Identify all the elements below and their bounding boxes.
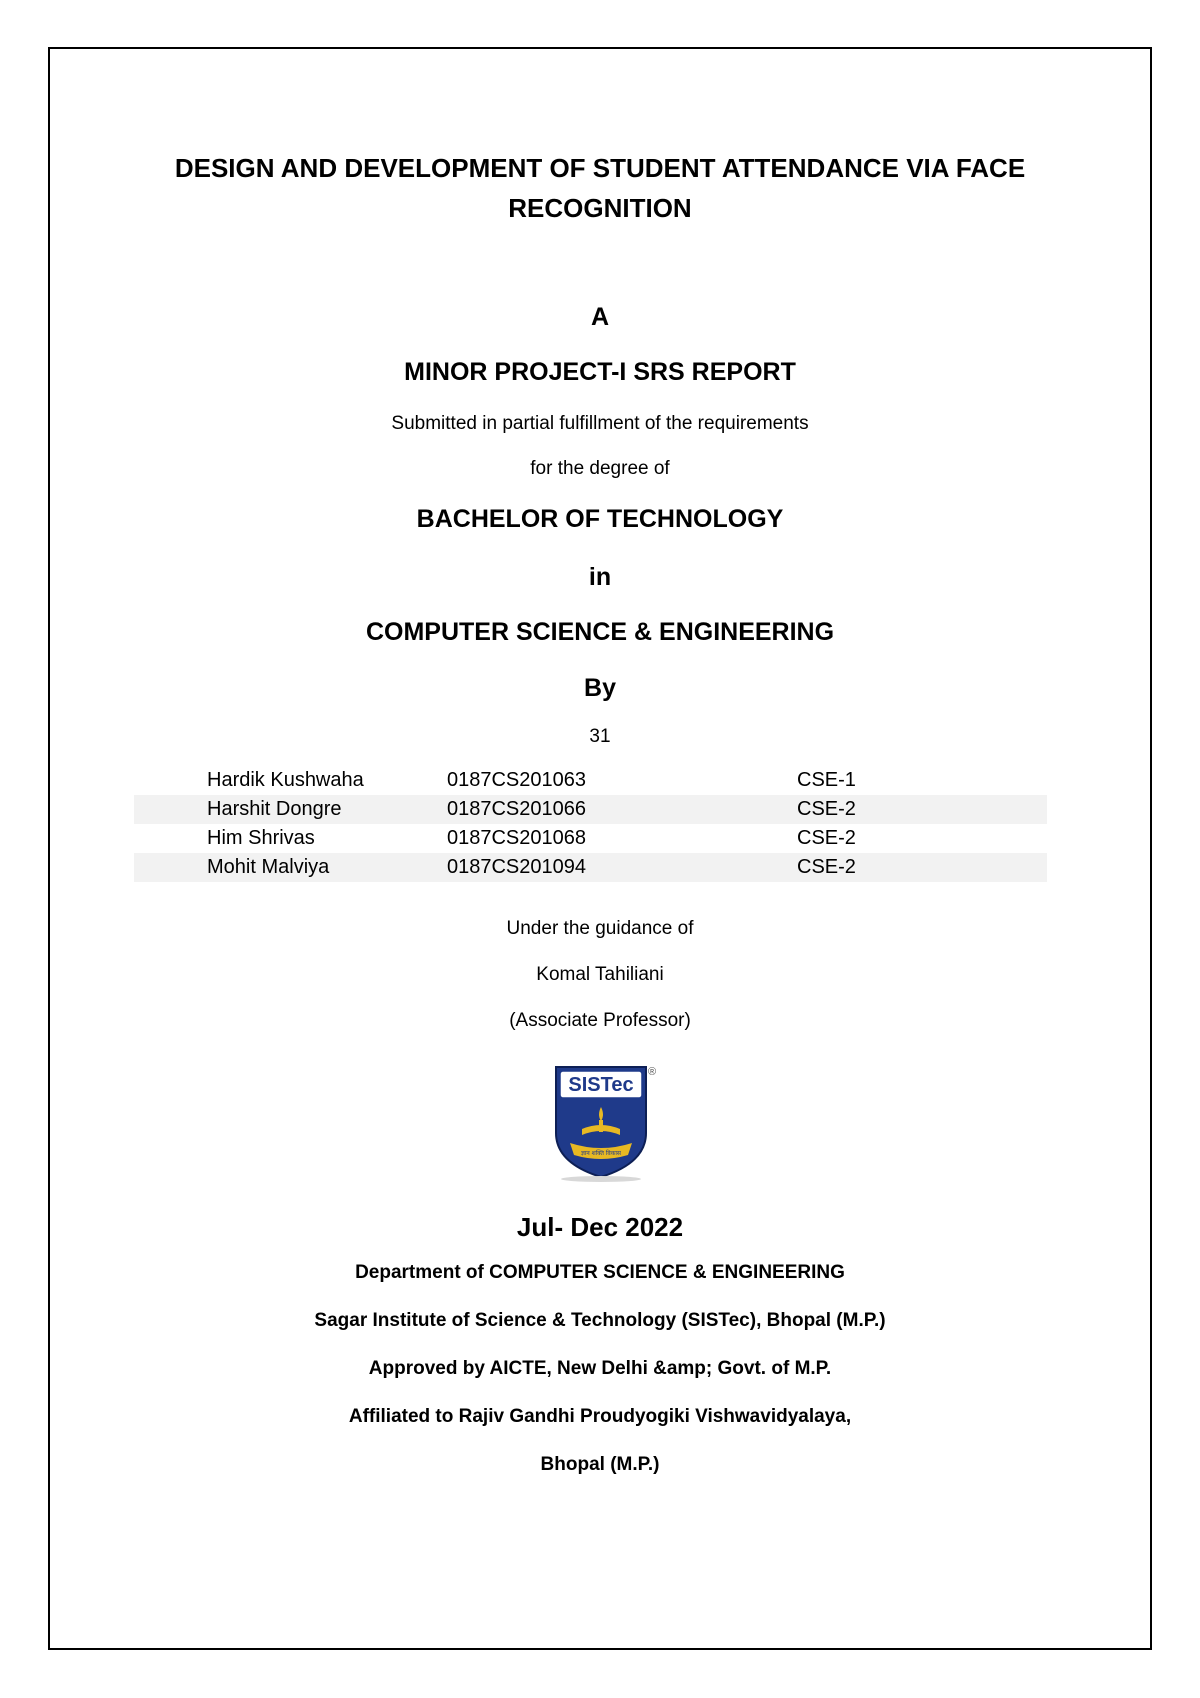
guidance-label: Under the guidance of	[506, 918, 694, 939]
department: Department of COMPUTER SCIENCE & ENGINEERING	[355, 1262, 845, 1283]
session: Jul- Dec 2022	[516, 1212, 684, 1242]
student-name: Hardik Kushwaha	[207, 769, 364, 791]
table-row	[134, 853, 1047, 882]
student-section: CSE-2	[797, 798, 856, 820]
institute: Sagar Institute of Science & Technology (SISTec), Bhopal (M.P.)	[314, 1310, 886, 1331]
student-name: Him Shrivas	[207, 827, 315, 849]
student-roll: 0187CS201063	[447, 769, 587, 791]
approval: Approved by AICTE, New Delhi &amp; Govt. of M.P.	[368, 1358, 832, 1379]
logo-text: SISTec	[568, 1074, 634, 1096]
report-type: MINOR PROJECT-I SRS REPORT	[404, 358, 796, 386]
submitted-line-2: for the degree of	[530, 458, 670, 479]
table-row	[134, 824, 1047, 853]
guide-designation: (Associate Professor)	[509, 1010, 691, 1031]
in-word: in	[588, 563, 612, 591]
student-roll: 0187CS201068	[447, 827, 587, 849]
student-name: Harshit Dongre	[207, 798, 342, 820]
degree: BACHELOR OF TECHNOLOGY	[416, 505, 784, 533]
logo-motto: ज्ञान शक्ति विकास	[581, 1150, 621, 1157]
student-section: CSE-2	[797, 856, 856, 878]
student-section: CSE-2	[797, 827, 856, 849]
student-roll: 0187CS201094	[447, 856, 587, 878]
affiliation: Affiliated to Rajiv Gandhi Proudyogiki Vishwavidyalaya,	[348, 1406, 852, 1427]
group-number: 31	[589, 726, 611, 747]
branch: COMPUTER SCIENCE & ENGINEERING	[365, 618, 835, 646]
table-row	[134, 766, 1047, 795]
guide-name: Komal Tahiliani	[536, 964, 664, 985]
by-word: By	[584, 674, 616, 702]
city: Bhopal (M.P.)	[540, 1454, 660, 1475]
registered-mark: ®	[647, 1066, 657, 1078]
student-name: Mohit Malviya	[207, 856, 330, 878]
student-section: CSE-1	[797, 769, 856, 791]
article-a: A	[590, 303, 610, 331]
student-roll: 0187CS201066	[447, 798, 587, 820]
table-row	[134, 795, 1047, 824]
submitted-line-1: Submitted in partial fulfillment of the requirements	[391, 413, 809, 434]
student-table	[134, 766, 1047, 882]
sistec-logo	[552, 1063, 657, 1183]
report-title: DESIGN AND DEVELOPMENT OF STUDENT ATTENDANCE VIA FACE RECOGNITION	[174, 153, 1026, 223]
